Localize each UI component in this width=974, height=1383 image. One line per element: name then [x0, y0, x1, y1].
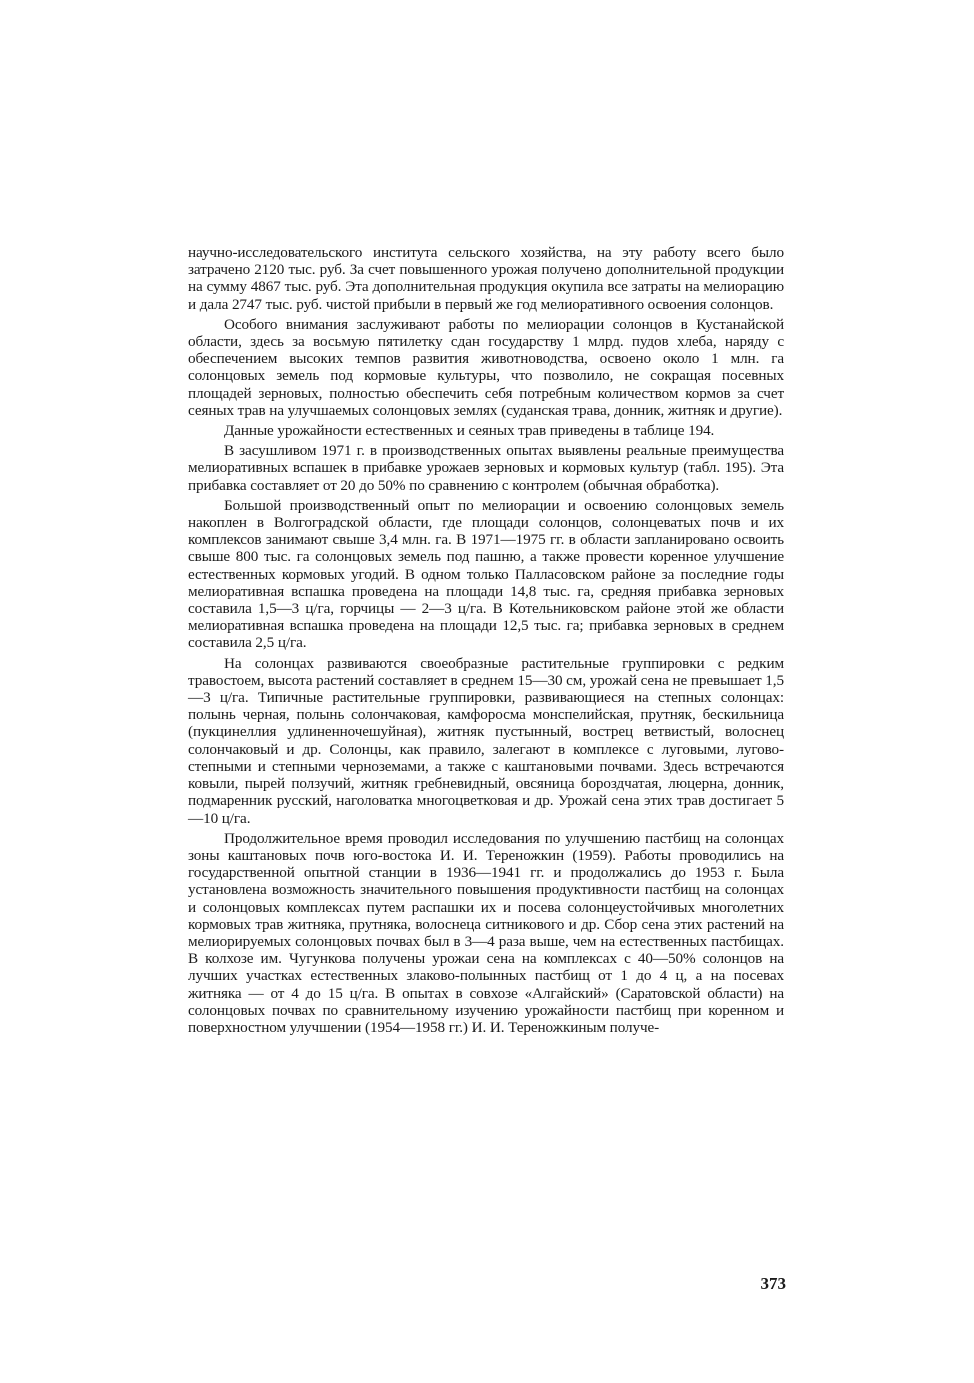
paragraph-4: В засушливом 1971 г. в производственных опытах выявлены реальные преимущества мелиоративных вспашек в прибавке урожаев зерновых и кормовых культур (табл. 195). Эта прибавка составляет от 20 до 50% по сравнению с контролем (обычная обработка).	[188, 442, 784, 494]
page-number: 373	[760, 1274, 786, 1293]
paragraph-3: Данные урожайности естественных и сеяных трав приведены в таблице 194.	[224, 422, 715, 440]
paragraph-2: Особого внимания заслуживают работы по мелиорации солонцов в Кустанайской области, здесь за восьмую пятилетку сдан государству 1 млрд. пудов хлеба, наряду с обеспечением высоких темпов развития животноводства, освоено около 1 млн. га солонцовых земель под кормовые культуры, что позволило, не сокращая посевных площадей зерновых, полностью обеспечить себя потребным количеством кормов за счет сеяных трав на улучшаемых солонцовых землях (суданская трава, донник, житняк и другие).	[188, 315, 784, 419]
paragraph-1: научно-исследовательского института сельского хозяйства, на эту работу всего было затрачено 2120 тыс. руб. За счет повышенного урожая получено дополнительной продукции на сумму 4867 тыс. руб. Эта дополнительная продукция окупила все затраты на мелиорацию и дала 2747 тыс. руб. чистой прибыли в первый же год мелиоративного освоения солонцов.	[188, 244, 784, 313]
page-body	[188, 244, 784, 1036]
paragraph-7: Продолжительное время проводил исследования по улучшению пастбищ на солонцах зоны каштановых почв юго-востока И. И. Тереножкин (1959). Работы проводились на государственной опытной станции в 1936—1941 гг. и продолжались до 1953 г. Была установлена возможность значительного повышения продуктивности пастбищ на солонцах и солонцовых комплексах путем распашки их и посева солонцеустойчивых многолетних кормовых трав житняка, прутняка, волоснеца ситникового и др. Сбор сена этих растений на мелиорируемых солонцовых почвах был в 3—4 раза выше, чем на естественных пастбищах. В колхозе им. Чугункова получены урожаи сена на комплексах с 40—50% солонцов на лучших участках естественных злаково-полынных пастбищ от 1 до 4 ц, а на посевах житняка — от 4 до 15 ц/га. В опытах в совхозе «Алгайский» (Саратовской области) на солонцовых почвах по сравнительному изучению урожайности пастбищ при коренном и поверхностном улучшении (1954—1958 гг.) И. И. Тереножкиным получе-	[188, 829, 784, 1036]
paragraph-5: Большой производственный опыт по мелиорации и освоению солонцовых земель накоплен в Волгоградской области, где площади солонцов, солонцеватых почв и их комплексов занимают свыше 3,4 млн. га. В 1971—1975 гг. в области запланировано освоить свыше 800 тыс. га солонцовых земель под пашню, а также провести коренное улучшение естественных кормовых угодий. В одном только Палласовском районе за последние годы мелиоративная вспашка проведена на площади 14,8 тыс. га, средняя прибавка зерновых составила 1,5—3 ц/га, горчицы — 2—3 ц/га. В Котельниковском районе этой же области мелиоративная вспашка проведена на площади 12,5 тыс. га; прибавка зерновых в среднем составила 2,5 ц/га.	[188, 496, 784, 652]
paragraph-6: На солонцах развиваются своеобразные растительные группировки с редким травостоем, высота растений составляет в среднем 15—30 см, урожай сена не превышает 1,5—3 ц/га. Типичные растительные группировки, развивающиеся на степных солонцах: полынь черная, полынь солончаковая, камфоросма монспелийская, прутняк, бескильница (пукцинеллия удлиненночешуйная), житняк пустынный, вострец ветвистый, волоснец солончаковый и др. Солонцы, как правило, залегают в комплексе с луговыми, лугово-степными и степными черноземами, а также с каштановыми почвами. Здесь встречаются ковыли, пырей ползучий, житняк гребневидный, овсяница бороздчатая, люцерна, донник, подмаренник русский, наголоватка многоцветковая и др. Урожай сена этих трав достигает 5—10 ц/га.	[188, 654, 784, 827]
